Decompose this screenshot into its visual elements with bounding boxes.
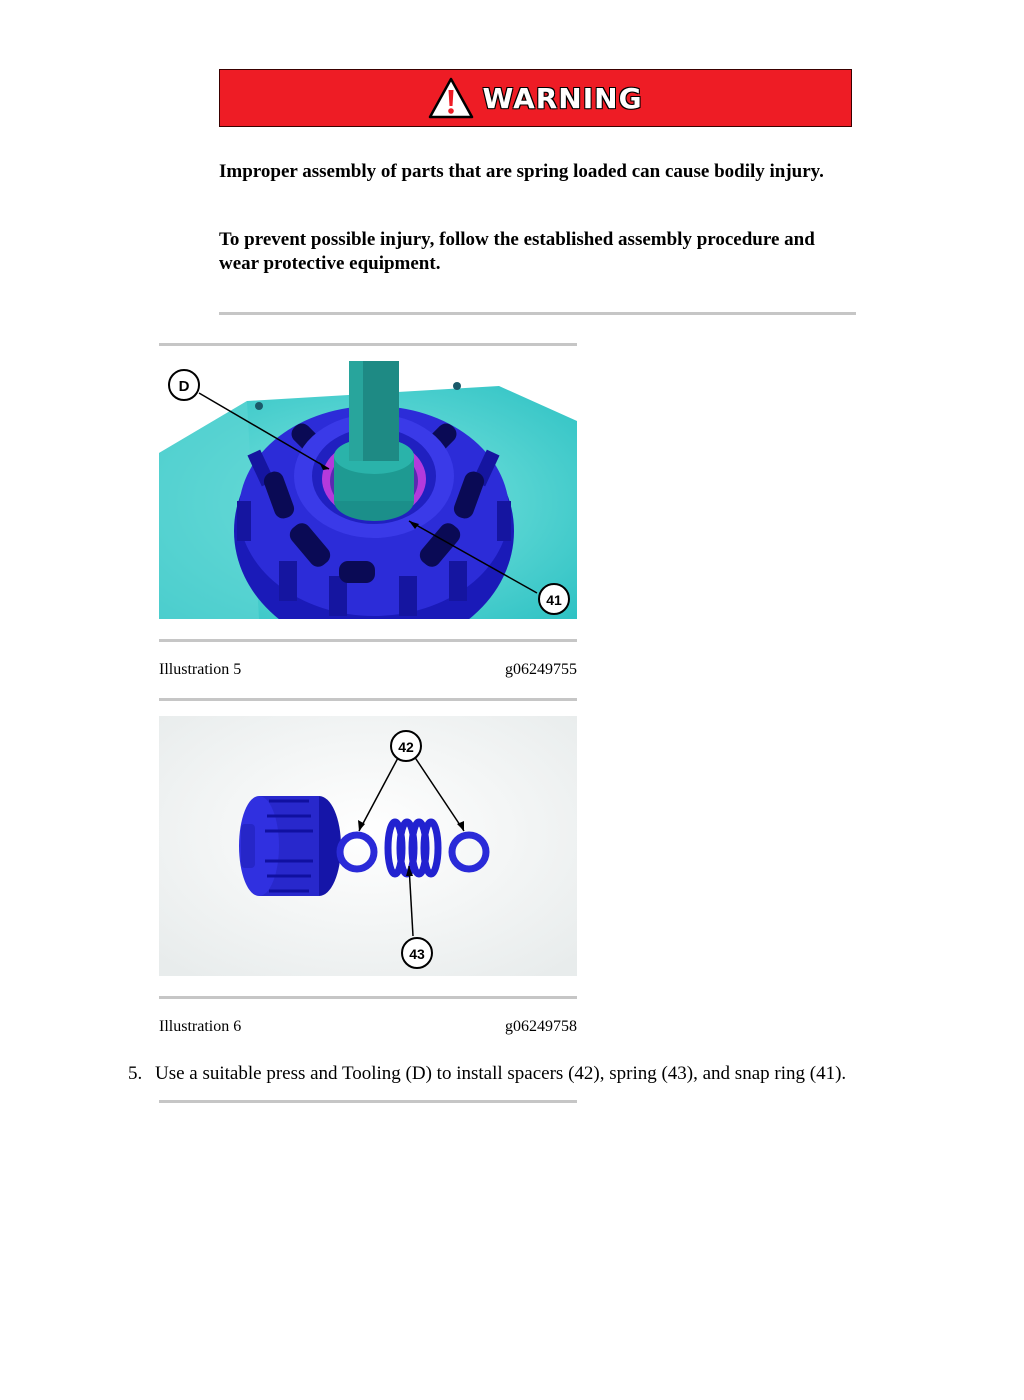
callout-43 <box>402 938 432 968</box>
illustration-6-graphic-id: g06249758 <box>505 1018 577 1035</box>
step-number: 5. <box>128 1063 143 1084</box>
svg-text:42: 42 <box>398 739 414 755</box>
warning-paragraph-1: Improper assembly of parts that are spring loaded can cause bodily injury. <box>219 161 824 182</box>
illustration-6-label: Illustration 6 <box>159 1018 242 1035</box>
svg-text:43: 43 <box>409 946 425 962</box>
warning-banner <box>219 69 852 127</box>
illustration-6-caption <box>159 1018 577 1036</box>
figure-5-top-rule <box>159 343 577 346</box>
svg-text:D: D <box>178 378 190 395</box>
warning-paragraph-2: To prevent possible injury, follow the established assembly procedure and wear protective equipment. <box>219 229 815 274</box>
illustration-5-graphic-id: g06249755 <box>505 661 577 678</box>
figure-6-top-rule <box>159 698 577 701</box>
illustration-5-image <box>159 361 577 619</box>
warning-label: WARNING <box>482 81 643 115</box>
warning-triangle-icon <box>428 77 474 119</box>
illustration-5-caption <box>159 661 577 679</box>
step-divider <box>159 1100 577 1103</box>
callout-d <box>169 370 199 400</box>
svg-text:41: 41 <box>546 592 562 608</box>
step-5 <box>128 1063 846 1085</box>
warning-divider <box>219 312 856 315</box>
step-text: Use a suitable press and Tooling (D) to install spacers (42), spring (43), and snap ring (41). <box>155 1063 847 1084</box>
callout-41 <box>539 584 569 614</box>
illustration-5-label: Illustration 5 <box>159 661 242 678</box>
callout-42 <box>391 731 421 761</box>
illustration-6-image <box>159 716 577 976</box>
figure-5-bottom-rule <box>159 639 577 642</box>
figure-6-bottom-rule <box>159 996 577 999</box>
